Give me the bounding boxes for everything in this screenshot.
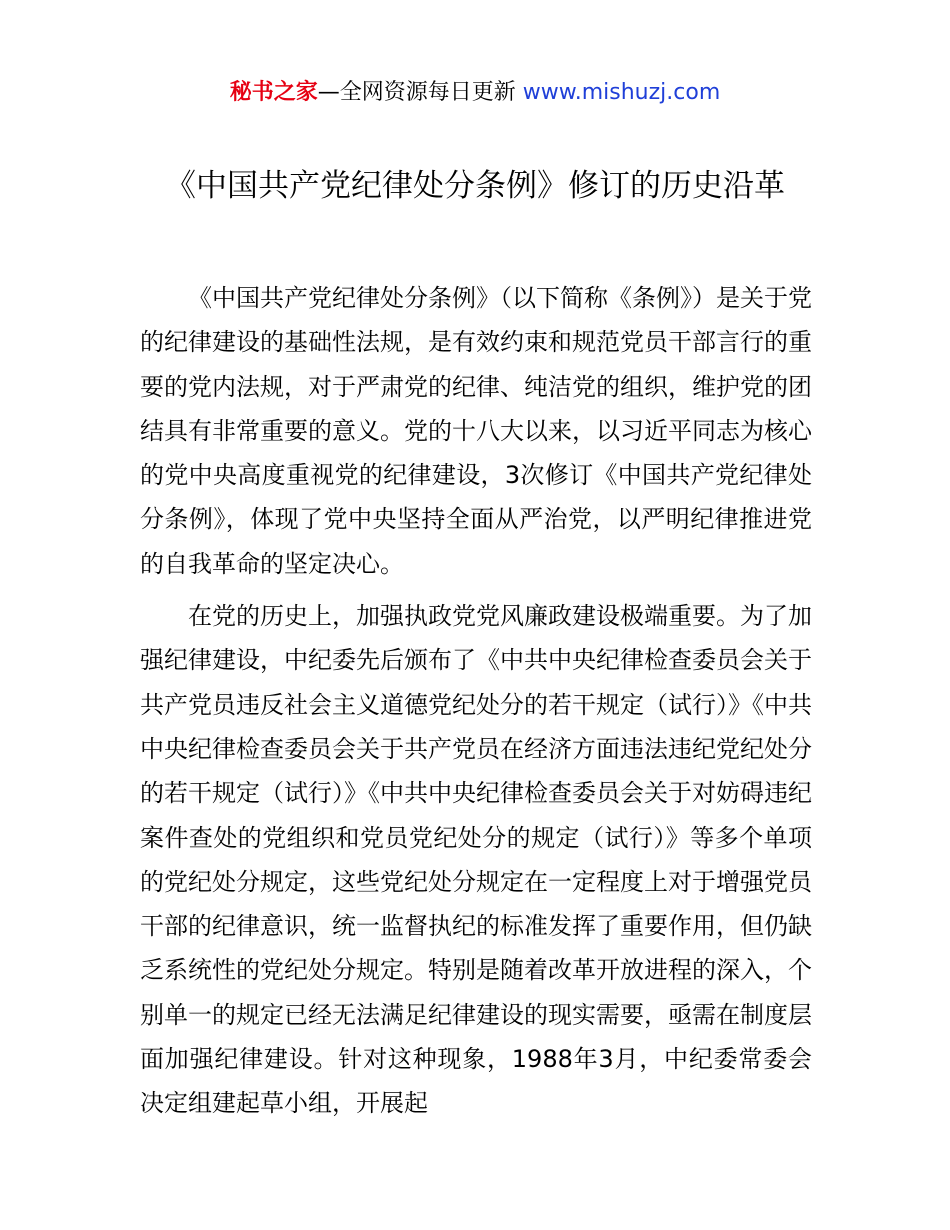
brand-name: 秘书之家 bbox=[229, 80, 318, 105]
site-slogan: —全网资源每日更新 bbox=[317, 80, 523, 105]
paragraph-intro: 《中国共产党纪律处分条例》（以下简称《条例》）是关于党的纪律建设的基础性法规，是有效约束和规范党员干部言行的重要的党内法规，对于严肃党的纪律、纯洁党的组织，维护党的团结具有非常重要的意义。党的十八大以来，以习近平同志为核心的党中央高度重视党的纪律建设，3次修订《中国共产党纪律处分条例》，体现了党中央坚持全面从严治党，以严明纪律推进党的自我革命的坚定决心。 bbox=[140, 284, 812, 578]
paragraph-history: 在党的历史上，加强执政党党风廉政建设极端重要。为了加强纪律建设，中纪委先后颁布了《中共中央纪律检查委员会关于共产党员违反社会主义道德党纪处分的若干规定（试行）》《中共中央纪律检查委员会关于共产党员在经济方面违法违纪党纪处分的若干规定（试行）》《中共中央纪律检查委员会关于对妨碍违纪案件查处的党组织和党员党纪处分的规定（试行）》等多个单项的党纪处分规定，这些党纪处分规定在一定程度上对于增强党员干部的纪律意识，统一监督执纪的标准发挥了重要作用，但仍缺乏系统性的党纪处分规定。特别是随着改革开放进程的深入，个别单一的规定已经无法满足纪律建设的现实需要，亟需在制度层面加强纪律建设。针对这种现象，1988年3月，中纪委常委会决定组建起草小组，开展起 bbox=[140, 602, 812, 1118]
document-body bbox=[140, 276, 812, 1134]
document-title: 《中国共产党纪律处分条例》修订的历史沿革 bbox=[165, 168, 785, 204]
site-url-link[interactable]: www.mishuzj.com bbox=[522, 80, 721, 105]
site-header bbox=[0, 76, 950, 110]
